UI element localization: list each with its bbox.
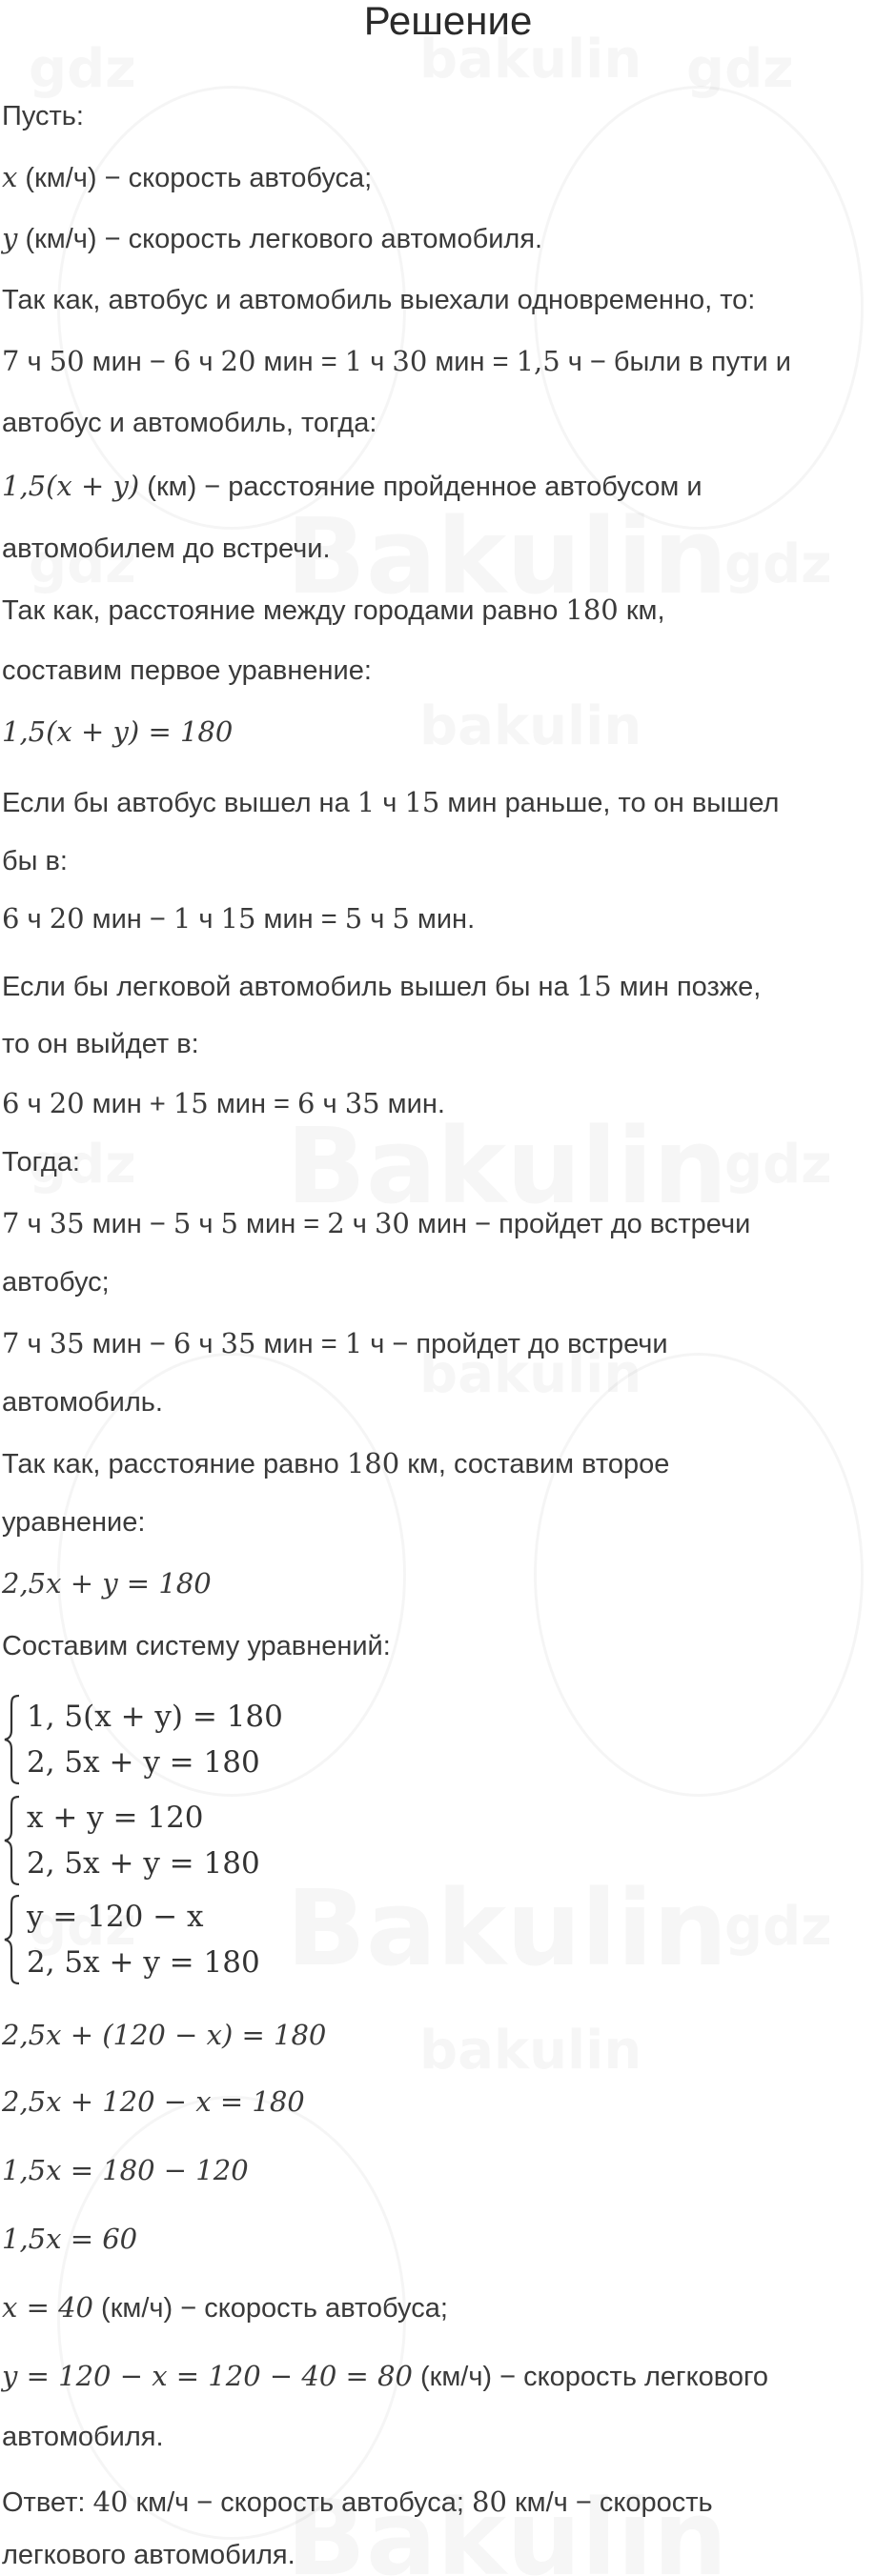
text-fragment: мин позже, <box>611 972 762 1002</box>
text-fragment: мин − <box>84 1329 173 1359</box>
math-number: 1 <box>173 902 192 935</box>
text-fragment: ч <box>19 1209 50 1239</box>
math-expression: x = 40 <box>2 2291 93 2324</box>
equation-line <box>2 2220 137 2259</box>
math-number: 1,5 <box>516 345 560 377</box>
text-line: легкового автомобиля. <box>2 2540 295 2570</box>
equation-system-rows <box>23 1795 260 1886</box>
text-fragment: мин раньше, то он вышел <box>439 788 780 818</box>
math-number: 5 <box>344 902 363 935</box>
math-number: 1 <box>344 345 363 377</box>
text-fragment: мин − <box>84 347 173 377</box>
text-fragment: мин − <box>84 1209 173 1239</box>
math-expression: y = 120 − x = 120 − 40 = 80 <box>2 2360 413 2392</box>
math-variable: y <box>2 222 18 254</box>
math-expression: 1,5x = 180 − 120 <box>2 2154 249 2186</box>
text-fragment: ч <box>315 1089 345 1119</box>
left-brace-icon <box>2 1894 23 1985</box>
math-number: 180 <box>565 594 619 626</box>
equation-line <box>2 1564 212 1603</box>
text-line: Пусть: <box>2 101 84 131</box>
equation-row: 2, 5x + y = 180 <box>27 1945 260 1980</box>
text-fragment: (км/ч) − скорость автобуса; <box>17 163 373 193</box>
text-line <box>2 899 475 938</box>
text-fragment: (км) − расстояние пройденное автобусом и <box>139 472 703 502</box>
page-title: Решение <box>363 0 533 43</box>
math-number: 20 <box>49 902 85 935</box>
math-number: 6 <box>2 1087 20 1119</box>
text-fragment: ч − были в пути и <box>560 347 791 377</box>
equation-system <box>2 1694 283 1785</box>
math-number: 30 <box>374 1207 410 1239</box>
text-line: автобус; <box>2 1267 110 1298</box>
text-line <box>2 342 791 381</box>
text-fragment: км, составим второе <box>399 1449 670 1479</box>
equation-line <box>2 2016 326 2055</box>
text-line <box>2 1084 445 1123</box>
text-fragment: ч <box>191 1329 221 1359</box>
math-number: 15 <box>220 902 256 935</box>
text-fragment: мин = <box>255 1329 345 1359</box>
equation-system-rows <box>23 1894 260 1985</box>
text-line <box>2 158 372 197</box>
text-fragment: ч <box>375 788 405 818</box>
equation-row: x + y = 120 <box>27 1801 204 1835</box>
text-fragment: ч <box>19 1089 50 1119</box>
math-number: 20 <box>220 345 256 377</box>
text-line: Составим систему уравнений: <box>2 1631 391 1661</box>
text-line: автобус и автомобиль, тогда: <box>2 408 377 438</box>
text-fragment: (км/ч) − скорость автобуса; <box>93 2293 448 2324</box>
math-expression: 2,5x + 120 − x = 180 <box>2 2085 305 2118</box>
math-number: 35 <box>344 1087 380 1119</box>
text-line <box>2 2288 448 2327</box>
equation-row: y = 120 − x <box>27 1900 204 1934</box>
text-fragment: ч <box>191 1209 221 1239</box>
math-number: 6 <box>297 1087 316 1119</box>
text-fragment: мин = <box>238 1209 328 1239</box>
equation-system <box>2 1795 260 1886</box>
math-number: 1 <box>344 1327 363 1359</box>
math-expression: 2,5x + (120 − x) = 180 <box>2 2019 327 2051</box>
math-number: 35 <box>49 1207 85 1239</box>
math-number: 20 <box>49 1087 85 1119</box>
text-line <box>2 591 665 630</box>
text-fragment: мин + <box>84 1089 173 1119</box>
math-number: 50 <box>49 345 85 377</box>
math-expression: 1,5x = 60 <box>2 2223 138 2255</box>
text-fragment: Так как, расстояние между городами равно <box>2 595 566 626</box>
text-fragment: ч − пройдет до встречи <box>362 1329 668 1359</box>
text-fragment: мин = <box>208 1089 298 1119</box>
text-fragment: км/ч − скорость <box>506 2487 713 2518</box>
math-number: 2 <box>327 1207 345 1239</box>
text-fragment: км, <box>618 595 665 626</box>
text-fragment: мин = <box>255 347 345 377</box>
text-fragment: (км/ч) − скорость легкового <box>412 2362 769 2392</box>
text-fragment: ч <box>362 904 393 935</box>
math-number: 40 <box>92 2485 129 2518</box>
text-line: автомобиль. <box>2 1387 163 1418</box>
text-fragment: мин. <box>379 1089 445 1119</box>
math-number: 7 <box>2 1327 20 1359</box>
text-line: автомобилем до встречи. <box>2 533 331 564</box>
text-fragment: мин − <box>84 904 173 935</box>
text-line: то он выйдет в: <box>2 1029 199 1059</box>
text-line <box>2 467 703 506</box>
text-line: автомобиля. <box>2 2422 164 2452</box>
equation-system-rows <box>23 1694 283 1785</box>
math-number: 5 <box>392 902 410 935</box>
left-brace-icon <box>2 1795 23 1886</box>
text-line <box>2 219 542 258</box>
equation-row: 2, 5x + y = 180 <box>27 1846 260 1881</box>
text-line: уравнение: <box>2 1507 146 1538</box>
equation-row: 1, 5(x + y) = 180 <box>27 1700 283 1734</box>
text-fragment: Если бы легковой автомобиль вышел бы на <box>2 972 577 1002</box>
text-line <box>2 783 779 822</box>
math-number: 5 <box>173 1207 192 1239</box>
text-fragment: ч <box>19 1329 50 1359</box>
text-line <box>2 1324 668 1363</box>
equation-line <box>2 2151 249 2190</box>
text-fragment: Ответ: <box>2 2487 93 2518</box>
text-line: составим первое уравнение: <box>2 655 372 686</box>
text-fragment: ч <box>344 1209 375 1239</box>
math-number: 6 <box>173 345 192 377</box>
left-brace-icon <box>2 1694 23 1785</box>
math-variable: x <box>2 161 18 193</box>
answer-line <box>2 2483 713 2522</box>
text-fragment: ч <box>191 347 221 377</box>
text-fragment: ч <box>19 904 50 935</box>
text-line <box>2 1444 669 1483</box>
equation-line <box>2 713 233 752</box>
math-number: 6 <box>2 902 20 935</box>
text-fragment: мин. <box>409 904 476 935</box>
text-fragment: мин = <box>427 347 517 377</box>
text-line <box>2 1204 750 1243</box>
text-fragment: Так как, расстояние равно <box>2 1449 347 1479</box>
text-fragment: мин − пройдет до встречи <box>409 1209 751 1239</box>
math-number: 30 <box>392 345 428 377</box>
math-number: 7 <box>2 345 20 377</box>
math-expression: 1,5(x + y) = 180 <box>2 715 234 748</box>
math-number: 15 <box>404 786 440 818</box>
text-fragment: ч <box>19 347 50 377</box>
math-number: 1 <box>356 786 376 818</box>
math-expression: 2,5x + y = 180 <box>2 1567 212 1600</box>
math-number: 6 <box>173 1327 192 1359</box>
text-fragment: ч <box>362 347 393 377</box>
text-line: бы в: <box>2 846 68 876</box>
math-number: 35 <box>49 1327 85 1359</box>
math-number: 180 <box>346 1447 400 1479</box>
text-line <box>2 967 761 1006</box>
text-fragment: км/ч − скорость автобуса; <box>128 2487 473 2518</box>
text-fragment: (км/ч) − скорость легкового автомобиля. <box>17 224 543 254</box>
text-fragment: мин = <box>255 904 345 935</box>
math-number: 5 <box>220 1207 238 1239</box>
text-fragment: Если бы автобус вышел на <box>2 788 357 818</box>
equation-system <box>2 1894 260 1985</box>
text-line <box>2 2357 768 2396</box>
text-line: Тогда: <box>2 1147 80 1177</box>
equation-row: 2, 5x + y = 180 <box>27 1745 260 1780</box>
math-number: 7 <box>2 1207 20 1239</box>
math-number: 35 <box>220 1327 256 1359</box>
math-number: 80 <box>472 2485 507 2518</box>
math-number: 15 <box>576 970 612 1002</box>
equation-line <box>2 2083 305 2122</box>
math-number: 15 <box>173 1087 209 1119</box>
math-expression: 1,5(x + y) <box>2 470 140 502</box>
text-line: Так как, автобус и автомобиль выехали одновременно, то: <box>2 285 756 315</box>
text-fragment: ч <box>191 904 221 935</box>
